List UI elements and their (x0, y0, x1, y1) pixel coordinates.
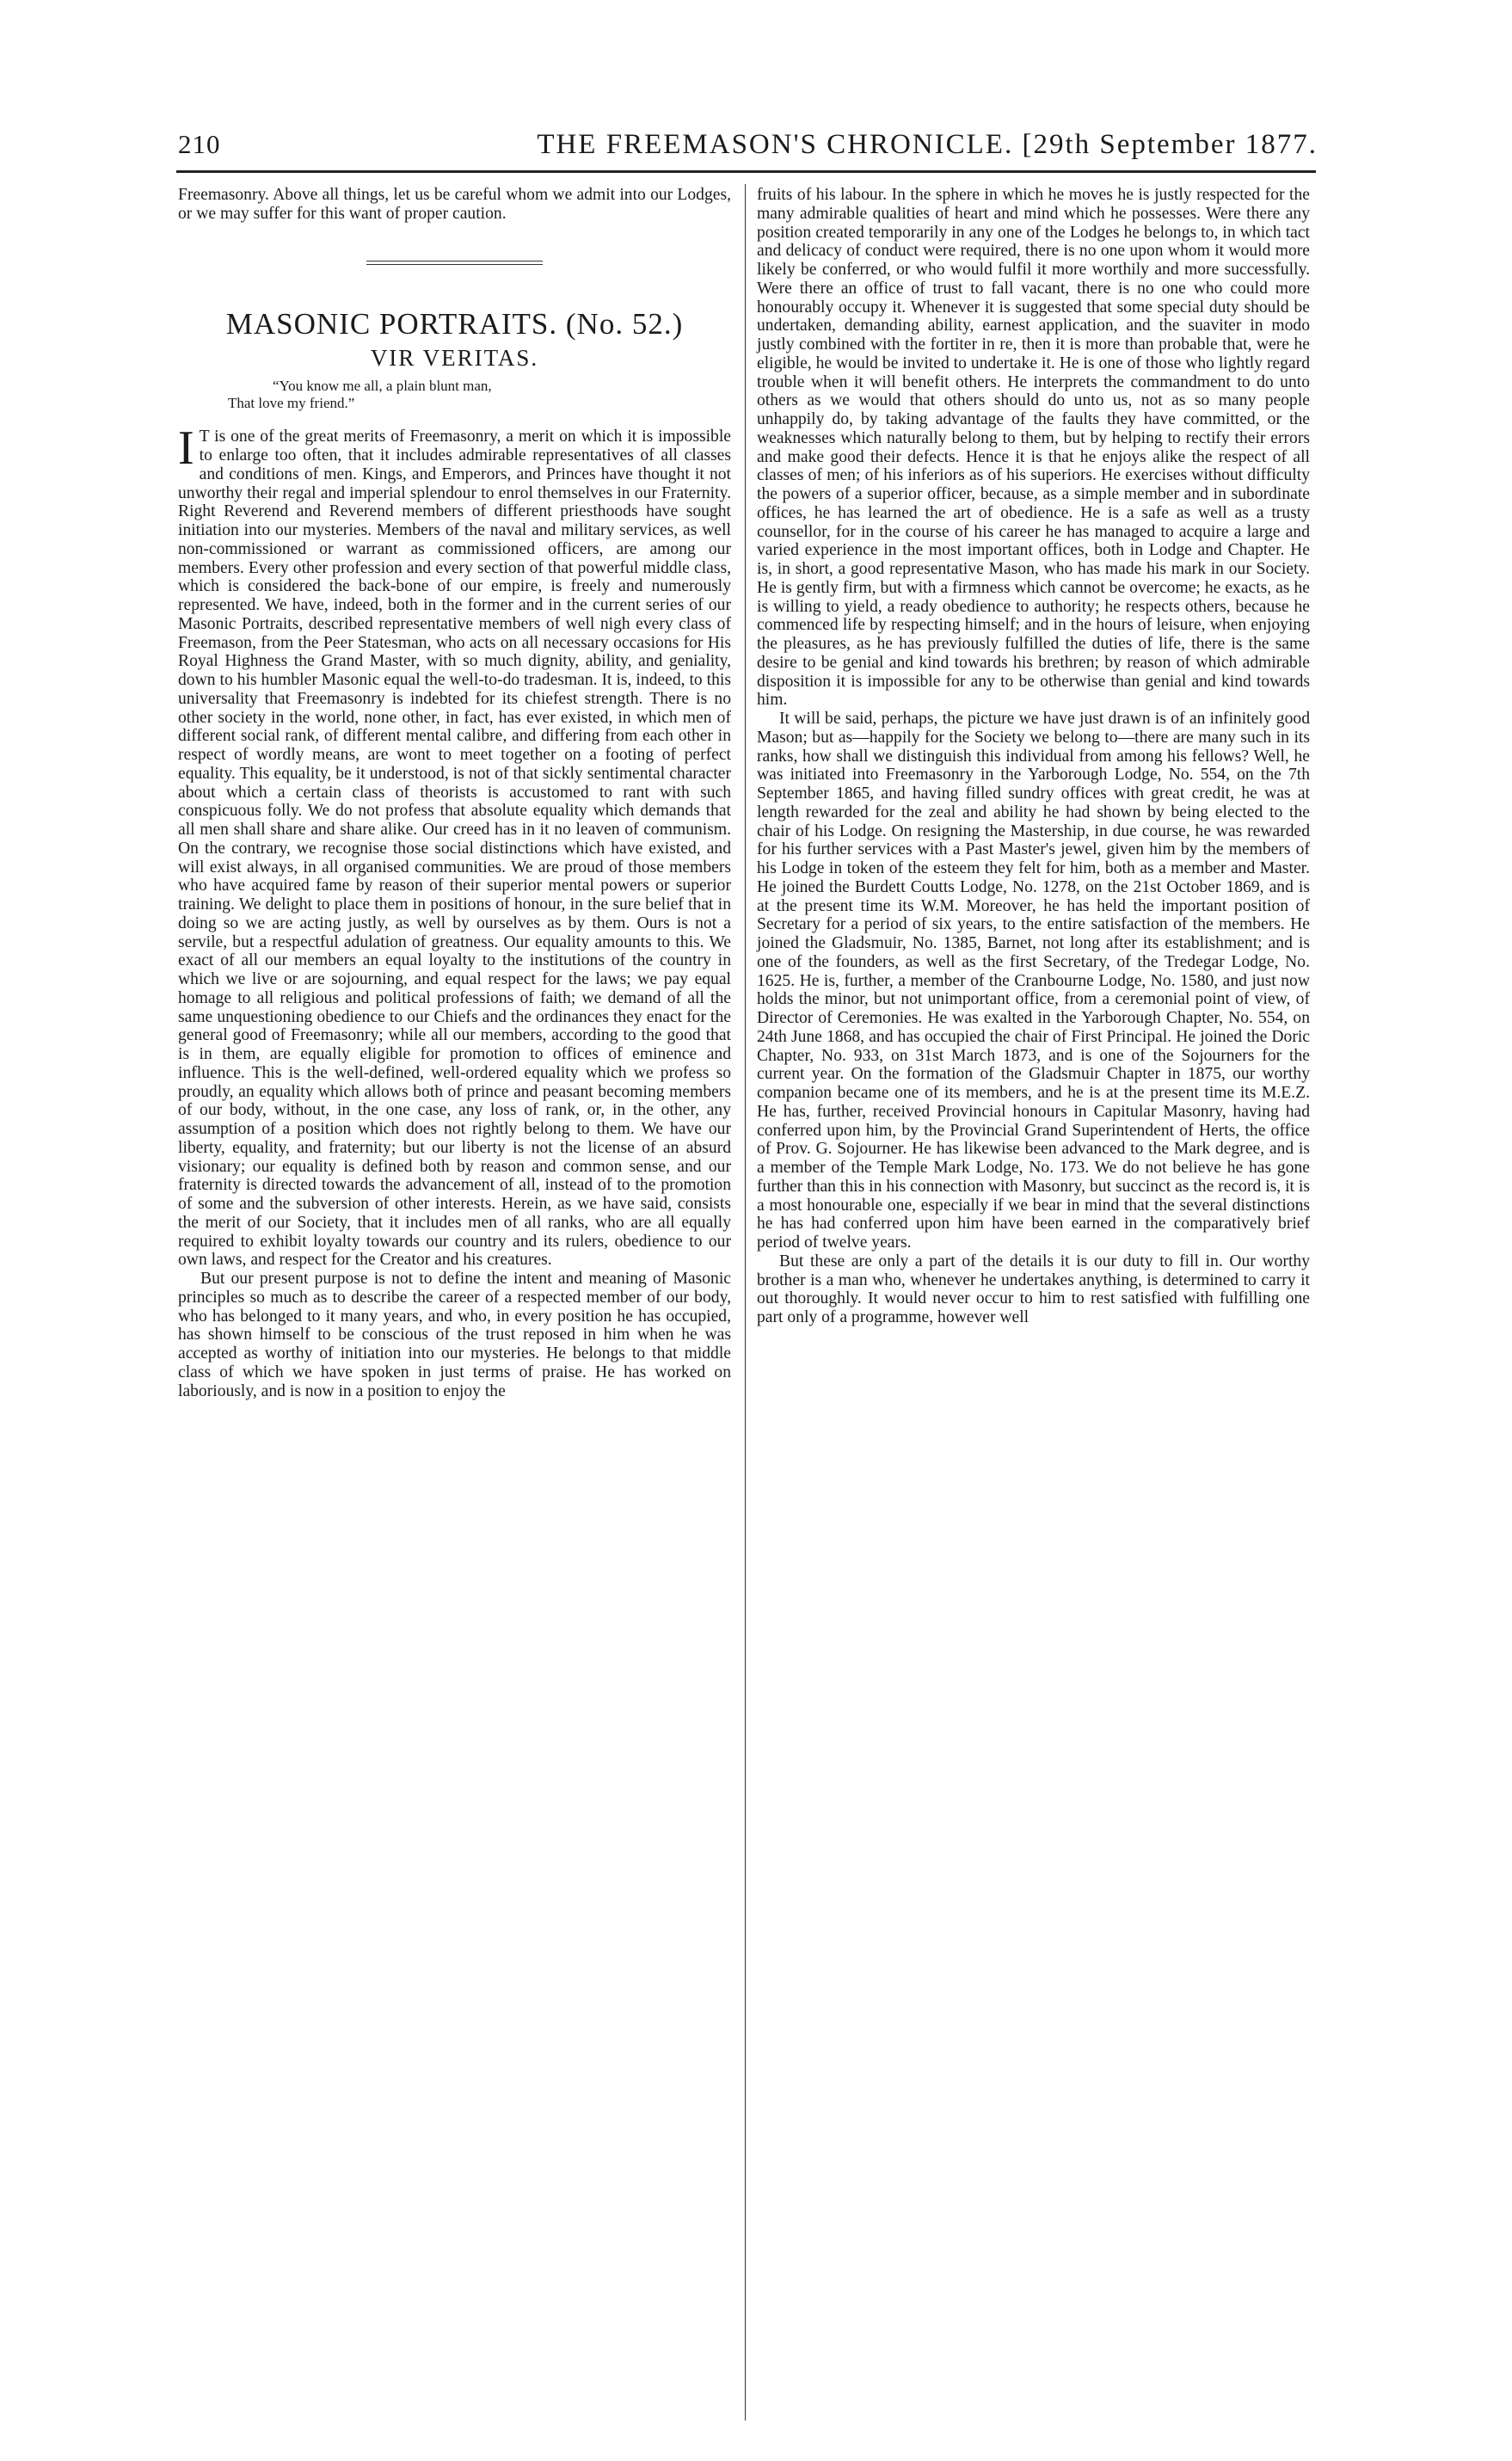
article-paragraph-1-text: T is one of the great merits of Freemasonry, a merit on which it is impossible to enlarge too often, that it includes admirable representatives of all classes and conditions of men. Kings, and Emperors, and Princes have thought it not unworthy their regal and imperial splendour to enrol themselves in our Fraternity. Right Reverend and Reverend members of different priesthoods have sought initiation into our mysteries. Members of the naval and military services, as well non-commissioned or warrant as commissioned officers, are among our members. Every other profession and every section of that powerful middle class, which is considered the back-bone of our empire, is freely and numerously represented. We have, indeed, both in the former and in the current series of our Masonic Portraits, described representative members of well nigh every class of Freemason, from the Peer Statesman, who acts on all necessary occasions for His Royal Highness the Grand Master, with so much dignity, ability, and geniality, down to his humbler Masonic equal the well-to-do tradesman. It is, indeed, to this universality that Freemasonry is indebted for its chiefest strength. There is no other society in the world, none other, in fact, has ever existed, in which men of different social rank, of different mental calibre, and differing from each other in respect of wordly means, are wont to meet together on a footing of perfect equality. This equality, be it understood, is not of that sickly sentimental character about which a certain class of theorists is accustomed to rant with such conspicuous folly. We do not profess that absolute equality which demands that all men shall share and share alike. Our creed has in it no leaven of communism. On the contrary, we recognise those social distinctions which have existed, and will exist always, in all organised communities. We are proud of those members who have acquired fame by reason of their superior mental powers or superior training. We delight to place them in positions of honour, in the sure belief that in doing so we are acting justly, as well by ourselves as by them. Ours is not a servile, but a respectful adulation of greatness. Our equality amounts to this. We exact of all our members an equal loyalty to the institutions of the country in which we live or are sojourning, and equal respect for the laws; we pay equal homage to all religious and political professions of faith; we demand of all the same unquestioning obedience to our Chiefs and the ordinances they enact for the general good of Freemasonry; while all our members, according to the good that is in them, are equally eligible for promotion to offices of eminence and influence. This is the well-defined, well-ordered equality which we profess so proudly, an equality which allows both of prince and peasant becoming members of our body, without, in the one case, any loss of rank, or, in the other, any assumption of a position which does not rightly belong to them. We have our liberty, equality, and fraternity; but our liberty is not the license of an absurd visionary; our equality is defined both by reason and common sense, and our fraternity is directed towards the advancement of all, instead of to the promotion of some and the subversion of other interests. Herein, as we have said, consists the merit of our Society, that it includes men of all ranks, who are all equally required to exhibit loyalty towards our country and its rulers, obedience to our own laws, and respect for the Creator and his creatures. (178, 428, 731, 1270)
section-separator (366, 261, 543, 265)
article-paragraph-2: But our present purpose is not to define the intent and meaning of Masonic principles so much as to describe the career of a respected member of our body, who has belonged to it many years, and who, in every position he has occupied, has shown himself to be conscious of the trust reposed in him when he was accepted as worthy of initiation into our mysteries. He belongs to that middle class of which we have spoken in just terms of praise. He has worked on laboriously, and is now in a position to enjoy the (178, 1270, 731, 1400)
article-subtitle: VIR VERITAS. (370, 344, 539, 371)
epigraph-line-2: That love my friend.” (228, 395, 355, 412)
page-header (178, 129, 1318, 172)
article-paragraph-1 (178, 421, 731, 1270)
epigraph-line-1: “You know me all, a plain blunt man, (273, 378, 492, 395)
left-column (178, 186, 731, 1400)
drop-cap: I (178, 421, 194, 476)
column-divider (745, 184, 746, 2421)
header-rule (176, 170, 1316, 173)
article-paragraph-3: fruits of his labour. In the sphere in which he moves he is justly respected for the many admirable qualities of heart and mind which he possesses. Were there any position created temporarily in any one of the Lodges he belongs to, in which tact and delicacy of conduct were required, there is no one upon whom it would more likely be conferred, or who would fulfil it more worthily and more successfully. Were there an office of trust to fall vacant, there is no one who could more honourably occupy it. Whenever it is suggested that some special duty should be undertaken, demanding ability, earnest application, and the suaviter in modo justly combined with the fortiter in re, then it is more than probable that, were he eligible, he would be invited to undertake it. He is one of those who lightly regard trouble when it will benefit others. He interprets the commandment to do unto others as we would that others should do unto us, not as so many people unhappily do, by taking advantage of the faults they have committed, or the weaknesses which naturally belong to them, but by helping to rectify their errors and make good their defects. Hence it is that he enjoys alike the respect of all classes of men; of his inferiors as of his superiors. He exercises without difficulty the powers of a superior officer, because, as a simple member and in subordinate offices, he has learned the art of obedience. He is a safe as well as a trusty counsellor, for in the course of his career he has managed to acquire a large and varied experience in the most important offices, both in Lodge and Chapter. He is, in short, a good representative Mason, who has made his mark in our Society. He is gently firm, but with a firmness which cannot be overcome; he exacts, as he is willing to yield, a ready obedience to authority; he respects others, because he commenced life by respecting himself; and in the hours of leisure, when enjoying the pleasures, as he has previously fulfilled the duties of life, there is the same desire to be genial and kind towards his brethren; by reason of which admirable disposition it is impossible for any to be otherwise than genial and kind towards him. (757, 186, 1310, 710)
article-paragraph-4: It will be said, perhaps, the picture we have just drawn is of an infinitely good Mason; but as—happily for the Society we belong to—there are many such in its ranks, how shall we distinguish this individual from among his fellows? Well, he was initiated into Freemasonry in the Yarborough Lodge, No. 554, on the 7th September 1865, and having filled sundry offices with great credit, he was at length rewarded for the zeal and ability he had shown by being elected to the chair of his Lodge. On resigning the Mastership, in due course, he was rewarded for his further services with a Past Master's jewel, given him by the members of his Lodge in token of the esteem they felt for him, both as a member and Master. He joined the Burdett Coutts Lodge, No. 1278, on the 21st October 1869, and is at the present time its W.M. Moreover, he has held the important position of Secretary for a period of six years, to the entire satisfaction of the members. He joined the Gladsmuir, No. 1385, Barnet, not long after its establishment; and is one of the founders, as well as the first Secretary, of the Tredegar Lodge, No. 1625. He is, further, a member of the Cranbourne Lodge, No. 1580, and just now holds the minor, but not unimportant office, from a ceremonial point of view, of Director of Ceremonies. He was exalted in the Yarborough Chapter, No. 554, on 24th June 1868, and has occupied the chair of First Principal. He joined the Doric Chapter, No. 933, on 31st March 1873, and is one of the Sojourners for the current year. On the formation of the Gladsmuir Chapter in 1875, our worthy companion became one of its members, and he is at the present time its M.E.Z. He has, further, received Provincial honours in Capitular Masonry, having had conferred upon him, by the Provincial Grand Superintendent of Herts, the office of Prov. G. Sojourner. He has likewise been advanced to the Mark degree, and is a member of the Temple Mark Lodge, No. 173. We do not believe he has gone further than this in his connection with Masonry, but succinct as the record is, it is a most honourable one, especially if we bear in mind that the several distinctions he has had conferred upon him have been earned in the comparatively brief period of twelve years. (757, 710, 1310, 1252)
right-column (757, 186, 1310, 1327)
article-title: MASONIC PORTRAITS. (No. 52.) (225, 306, 684, 341)
page-number: 210 (178, 129, 221, 159)
article-paragraph-5: But these are only a part of the details it is our duty to fill in. Our worthy brother is a man who, whenever he undertakes anything, is determined to carry it out thoroughly. It would never occur to him to rest satisfied with fulfilling one part only of a programme, however well (757, 1252, 1310, 1326)
epigraph (178, 378, 731, 412)
running-head: THE FREEMASON'S CHRONICLE. [29th September 1877. (537, 129, 1318, 160)
intro-paragraph: Freemasonry. Above all things, let us be careful whom we admit into our Lodges, or we may suffer for this want of proper caution. (178, 186, 731, 223)
